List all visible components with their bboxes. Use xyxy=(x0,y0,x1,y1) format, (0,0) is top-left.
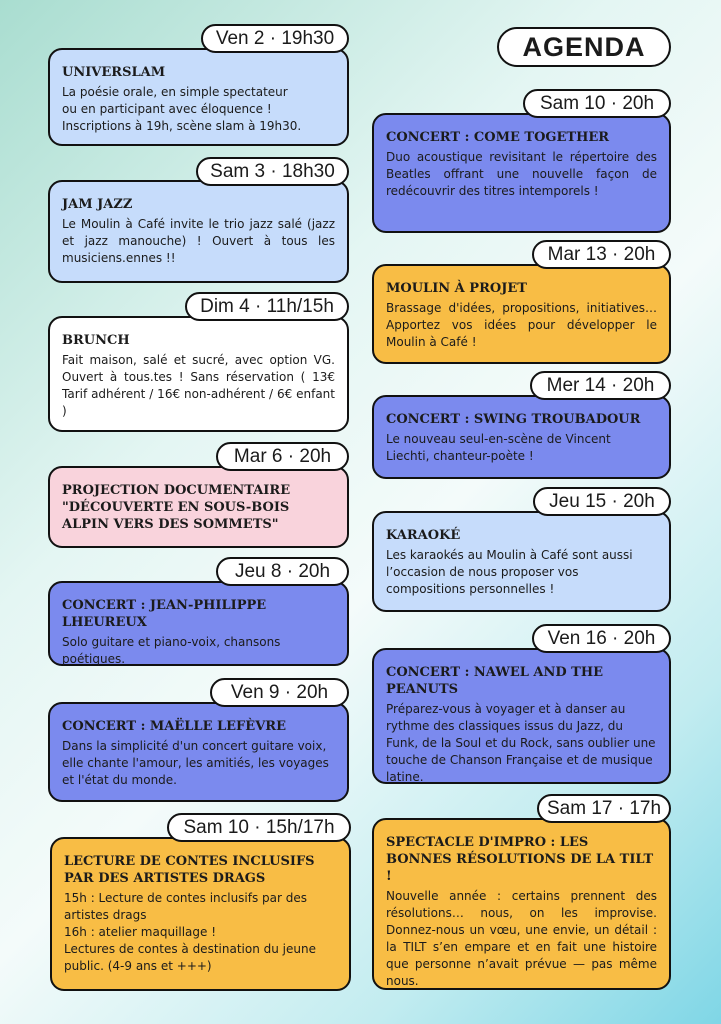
event-date: Ven 16 · 20h xyxy=(532,624,671,653)
event-title: KARAOKÉ xyxy=(386,528,461,543)
event-title: CONCERT : MAËLLE LEFÈVRE xyxy=(62,719,286,734)
event-title: MOULIN À PROJET xyxy=(386,281,527,296)
event-description: Duo acoustique revisitant le répertoire des Beatles offrant une nouvelle façon de redécouvrir des titres intemporels ! xyxy=(386,150,657,198)
event-date: Ven 2 · 19h30 xyxy=(201,24,349,53)
event-description: 15h : Lecture de contes inclusifs par des artistes drags 16h : atelier maquillage ! Lectures de contes à destination du jeune public. (4-9 ans et +++) xyxy=(64,891,316,973)
event-card xyxy=(50,837,351,991)
event-description: Dans la simplicité d'un concert guitare voix, elle chante l'amour, les amitiés, les voyages et l'état du monde. xyxy=(62,739,329,787)
event-date: Mar 6 · 20h xyxy=(216,442,349,471)
agenda-title: AGENDA xyxy=(497,27,671,67)
event-date: Jeu 8 · 20h xyxy=(216,557,349,586)
event-title: LECTURE DE CONTES INCLUSIFS PAR DES ARTISTES DRAGS xyxy=(64,854,315,886)
event-date: Dim 4 · 11h/15h xyxy=(185,292,349,321)
event-date: Mer 14 · 20h xyxy=(530,371,671,400)
event-card xyxy=(48,48,349,146)
event-description: Les karaokés au Moulin à Café sont aussi l’occasion de nous proposer vos compositions personnelles ! xyxy=(386,548,633,596)
event-description: Solo guitare et piano-voix, chansons poétiques. xyxy=(62,635,281,666)
event-card xyxy=(48,316,349,432)
event-card xyxy=(372,648,671,784)
event-title: UNIVERSLAM xyxy=(62,65,166,80)
event-date: Jeu 15 · 20h xyxy=(533,487,671,516)
event-date: Sam 3 · 18h30 xyxy=(196,157,349,186)
event-card xyxy=(48,581,349,666)
event-description: Le nouveau seul-en-scène de Vincent Liechti, chanteur-poète ! xyxy=(386,432,611,463)
event-card xyxy=(48,180,349,283)
event-date: Sam 10 · 20h xyxy=(523,89,671,118)
event-card xyxy=(372,818,671,990)
event-date: Sam 17 · 17h xyxy=(537,794,671,823)
event-title: PROJECTION DOCUMENTAIRE "DÉCOUVERTE EN SOUS-BOIS ALPIN VERS DES SOMMETS" xyxy=(62,483,291,532)
event-card xyxy=(372,511,671,612)
event-title: SPECTACLE D'IMPRO : LES BONNES RÉSOLUTIONS DE LA TILT ! xyxy=(386,835,654,884)
event-title: CONCERT : NAWEL AND THE PEANUTS xyxy=(386,665,604,697)
event-description: Le Moulin à Café invite le trio jazz salé (jazz et jazz manouche) ! Ouvert à tous les musiciens.ennes !! xyxy=(62,217,335,265)
event-card xyxy=(372,113,671,233)
event-description: Brassage d'idées, propositions, initiatives… Apportez vos idées pour développer le Moulin à Café ! xyxy=(386,301,657,349)
event-date: Ven 9 · 20h xyxy=(210,678,349,707)
event-title: CONCERT : JEAN-PHILIPPE LHEUREUX xyxy=(62,598,267,630)
event-card xyxy=(372,264,671,364)
event-card xyxy=(48,702,349,802)
event-title: BRUNCH xyxy=(62,333,130,348)
event-card xyxy=(48,466,349,548)
event-title: CONCERT : SWING TROUBADOUR xyxy=(386,412,641,427)
event-title: CONCERT : COME TOGETHER xyxy=(386,130,610,145)
event-description: La poésie orale, en simple spectateur ou en participant avec éloquence ! Inscriptions à 19h, scène slam à 19h30. xyxy=(62,85,302,133)
event-date: Mar 13 · 20h xyxy=(532,240,671,269)
event-title: JAM JAZZ xyxy=(62,197,133,212)
event-description: Nouvelle année : certains prennent des résolutions… nous, on les improvise. Donnez-nous un vœu, une envie, un détail : la TILT s’en empare et en fait une histoire que personne n’avait prévue — pas même nous. xyxy=(386,889,657,988)
event-card xyxy=(372,395,671,479)
event-date: Sam 10 · 15h/17h xyxy=(167,813,351,842)
event-description: Fait maison, salé et sucré, avec option VG. Ouvert à tous.tes ! Sans réservation ( 13€ Tarif adhérent / 16€ non-adhérent / 6€ enfant ) xyxy=(62,353,335,418)
event-description: Préparez-vous à voyager et à danser au rythme des classiques issus du Jazz, du Funk, de la Soul et du Rock, sans oublier une touche de Chanson Française et de musique latine. xyxy=(386,702,656,784)
